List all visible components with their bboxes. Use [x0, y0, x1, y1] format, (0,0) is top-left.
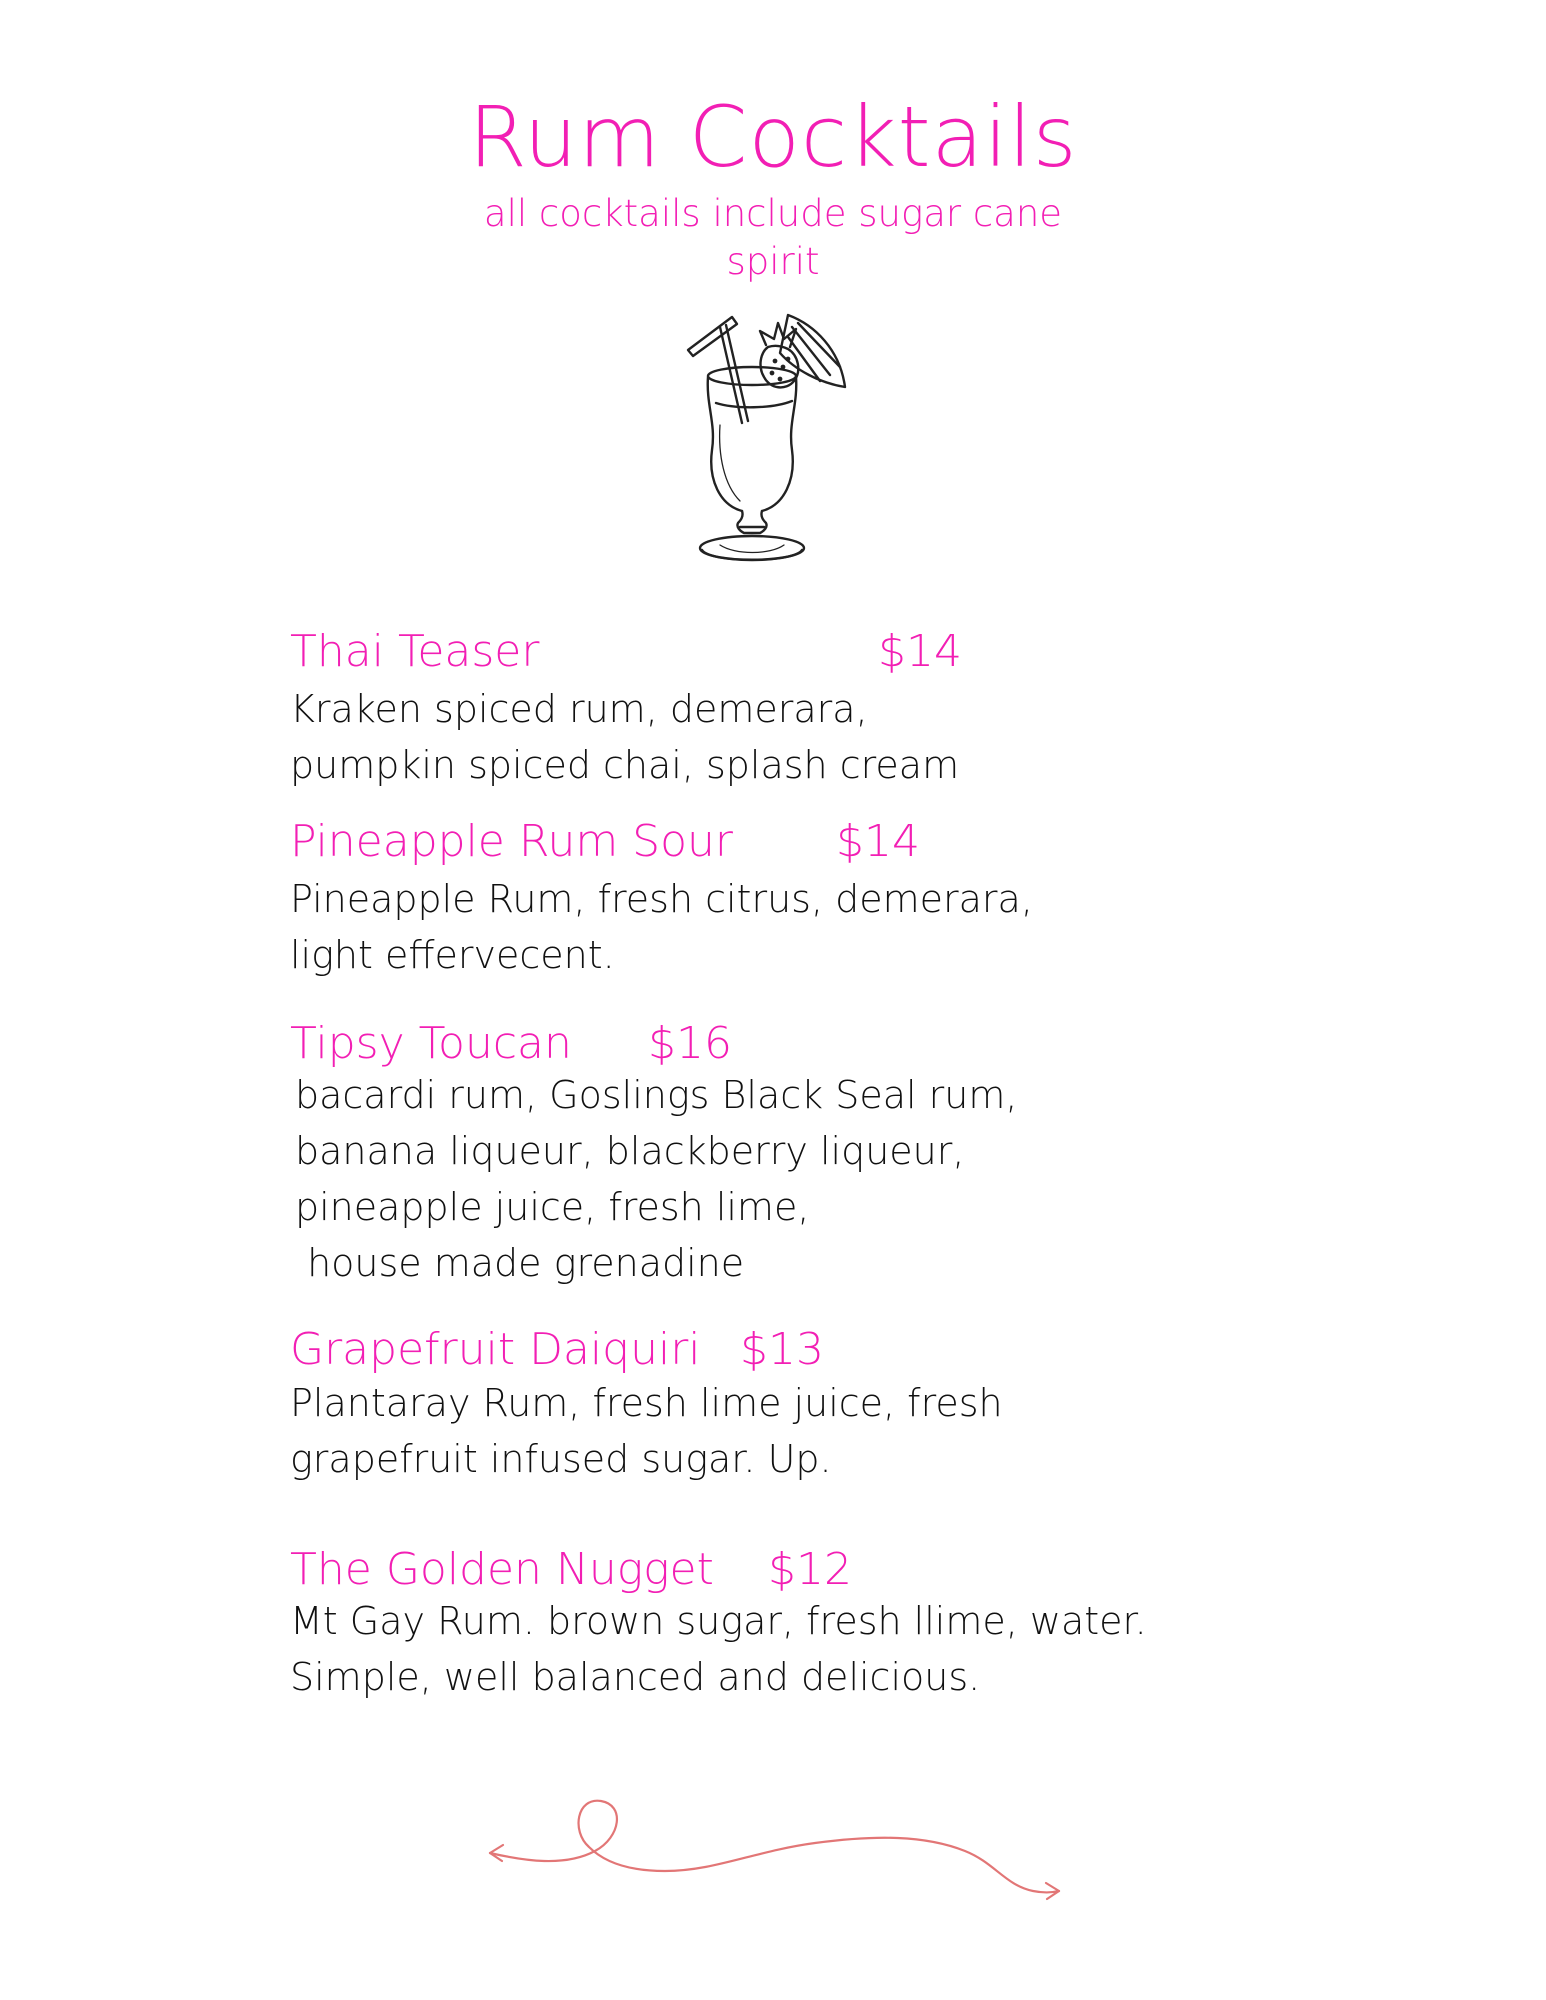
- subtitle-line: all cocktails include sugar cane: [483, 192, 1063, 235]
- cocktail-description-line: light effervecent.: [290, 933, 615, 977]
- cocktail-description-line: Plantaray Rum, fresh lime juice, fresh: [290, 1381, 1003, 1425]
- cocktail-description-line: Mt Gay Rum. brown sugar, fresh llime, water.: [290, 1599, 1147, 1643]
- cocktail-name: Pineapple Rum Sour: [290, 816, 734, 867]
- cocktail-description-line: Kraken spiced rum, demerara,: [290, 687, 868, 731]
- cocktail-name: Thai Teaser: [290, 626, 540, 677]
- cocktail-name: Grapefruit Daiquiri: [290, 1324, 701, 1375]
- cocktail-name: Tipsy Toucan: [290, 1018, 572, 1069]
- cocktail-price: $12: [768, 1544, 852, 1595]
- page-title: Rum Cocktails: [468, 88, 1078, 186]
- cocktail-price: $14: [836, 816, 920, 867]
- swirl-arrow-divider-icon: [485, 1795, 1065, 1910]
- cocktail-description-line: grapefruit infused sugar. Up.: [290, 1437, 832, 1481]
- cocktail-name: The Golden Nugget: [290, 1544, 714, 1595]
- subtitle-line: spirit: [726, 240, 820, 283]
- cocktail-description-line: Pineapple Rum, fresh citrus, demerara,: [290, 877, 1033, 921]
- cocktail-price: $14: [878, 626, 962, 677]
- cocktail-description-line: pumpkin spiced chai, splash cream: [290, 743, 960, 787]
- page-subtitle: [0, 190, 1546, 286]
- cocktail-price: $13: [740, 1324, 824, 1375]
- cocktail-description-line: house made grenadine: [295, 1241, 745, 1285]
- cocktail-glass-icon: [680, 305, 860, 570]
- cocktail-description-line: pineapple juice, fresh lime,: [295, 1185, 810, 1229]
- cocktail-description-line: bacardi rum, Goslings Black Seal rum,: [295, 1073, 1018, 1117]
- cocktail-description-line: Simple, well balanced and delicious.: [290, 1655, 981, 1699]
- cocktail-description-line: banana liqueur, blackberry liqueur,: [295, 1129, 965, 1173]
- cocktail-price: $16: [648, 1018, 732, 1069]
